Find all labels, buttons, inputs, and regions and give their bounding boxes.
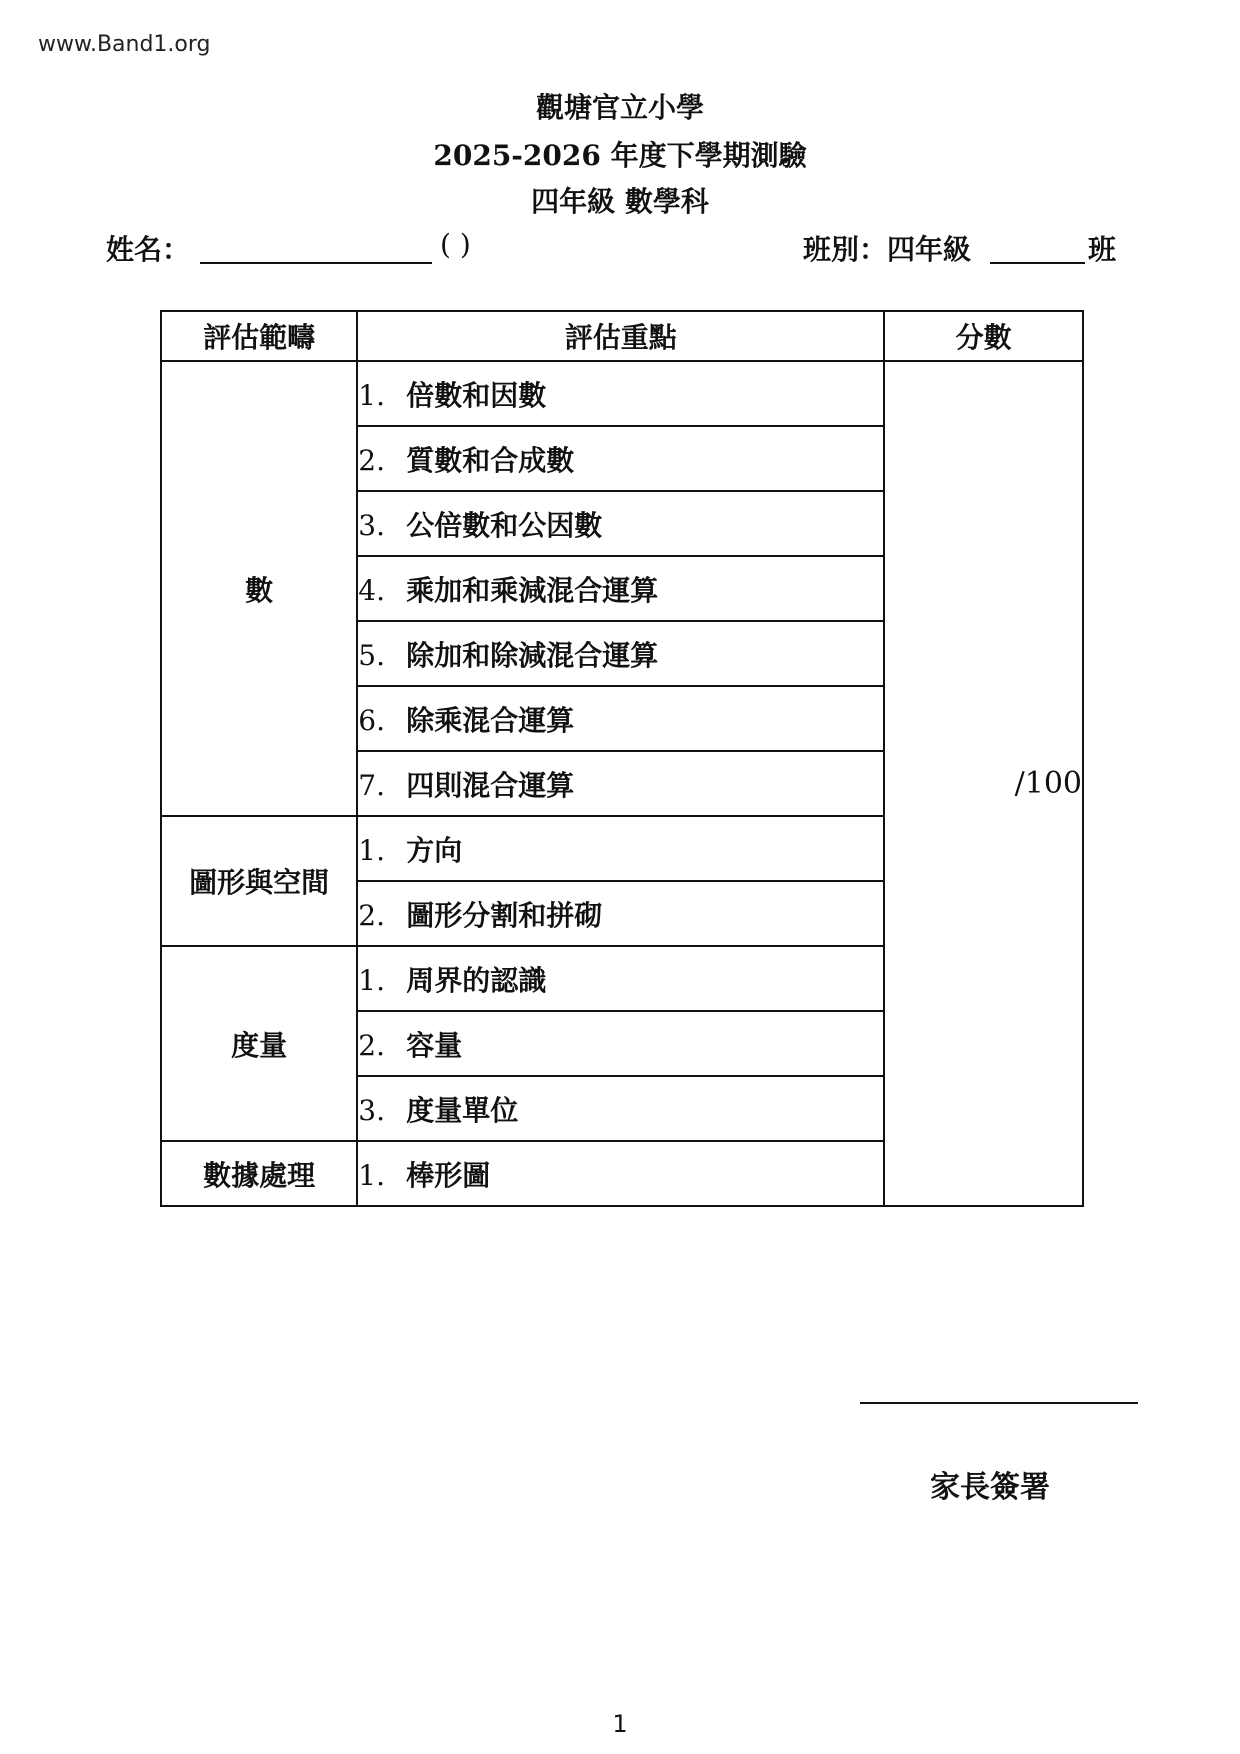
focus-text: 公倍數和公因數 bbox=[406, 508, 603, 542]
domain-cell: 數據處理 bbox=[161, 1141, 357, 1206]
focus-cell bbox=[357, 491, 884, 556]
focus-number: 1. bbox=[358, 1158, 385, 1192]
focus-number: 1. bbox=[358, 963, 385, 997]
signature-line bbox=[860, 1402, 1138, 1404]
school-name: 觀塘官立小學 bbox=[535, 91, 704, 124]
score-cell: /100 bbox=[884, 361, 1083, 1206]
focus-text: 質數和合成數 bbox=[406, 443, 575, 477]
class-number-paren: ( ) bbox=[440, 228, 471, 261]
name-label: 姓名： bbox=[106, 233, 191, 266]
focus-cell bbox=[357, 1141, 884, 1206]
focus-number: 4. bbox=[358, 573, 385, 607]
focus-text: 棒形圖 bbox=[406, 1158, 491, 1192]
focus-cell bbox=[357, 751, 884, 816]
header-score: 分數 bbox=[884, 311, 1083, 361]
focus-text: 乘加和乘減混合運算 bbox=[406, 573, 659, 607]
focus-cell bbox=[357, 686, 884, 751]
focus-text: 圖形分割和拼砌 bbox=[406, 898, 603, 932]
focus-number: 2. bbox=[358, 898, 385, 932]
focus-cell bbox=[357, 556, 884, 621]
focus-number: 1. bbox=[358, 833, 385, 867]
focus-text: 方向 bbox=[406, 833, 463, 867]
focus-number: 3. bbox=[358, 1093, 385, 1127]
focus-cell bbox=[357, 881, 884, 946]
focus-number: 3. bbox=[358, 508, 385, 542]
focus-number: 7. bbox=[358, 768, 385, 802]
focus-number: 2. bbox=[358, 443, 385, 477]
focus-cell bbox=[357, 621, 884, 686]
parent-signature-label: 家長簽署 bbox=[930, 1470, 1050, 1505]
test-term: 2025-2026 年度下學期測驗 bbox=[433, 139, 807, 172]
assessment-table bbox=[160, 310, 1084, 1207]
class-label: 班別：四年級 bbox=[803, 233, 972, 266]
focus-cell bbox=[357, 1011, 884, 1076]
focus-number: 1. bbox=[358, 378, 385, 412]
domain-cell: 圖形與空間 bbox=[161, 816, 357, 946]
domain-cell: 度量 bbox=[161, 946, 357, 1141]
focus-text: 周界的認識 bbox=[406, 963, 547, 997]
name-field-line bbox=[200, 262, 432, 264]
page-number: 1 bbox=[612, 1710, 628, 1738]
focus-cell bbox=[357, 816, 884, 881]
focus-text: 除乘混合運算 bbox=[406, 703, 575, 737]
focus-text: 除加和除減混合運算 bbox=[406, 638, 659, 672]
class-field-line bbox=[990, 262, 1085, 264]
header-focus: 評估重點 bbox=[357, 311, 884, 361]
class-suffix: 班 bbox=[1088, 233, 1117, 266]
grade-subject: 四年級 數學科 bbox=[531, 185, 709, 218]
focus-text: 倍數和因數 bbox=[406, 378, 547, 412]
table-body bbox=[161, 361, 1083, 1206]
focus-cell bbox=[357, 361, 884, 426]
focus-cell bbox=[357, 946, 884, 1011]
focus-text: 度量單位 bbox=[406, 1093, 519, 1127]
focus-number: 2. bbox=[358, 1028, 385, 1062]
focus-text: 四則混合運算 bbox=[406, 768, 575, 802]
focus-number: 6. bbox=[358, 703, 385, 737]
header-domain: 評估範疇 bbox=[161, 311, 357, 361]
focus-cell bbox=[357, 1076, 884, 1141]
focus-number: 5. bbox=[358, 638, 385, 672]
watermark-url: www.Band1.org bbox=[38, 32, 211, 57]
focus-cell bbox=[357, 426, 884, 491]
domain-cell: 數 bbox=[161, 361, 357, 816]
table-row bbox=[161, 361, 1083, 426]
table-header-row bbox=[161, 311, 1083, 361]
focus-text: 容量 bbox=[406, 1028, 463, 1062]
